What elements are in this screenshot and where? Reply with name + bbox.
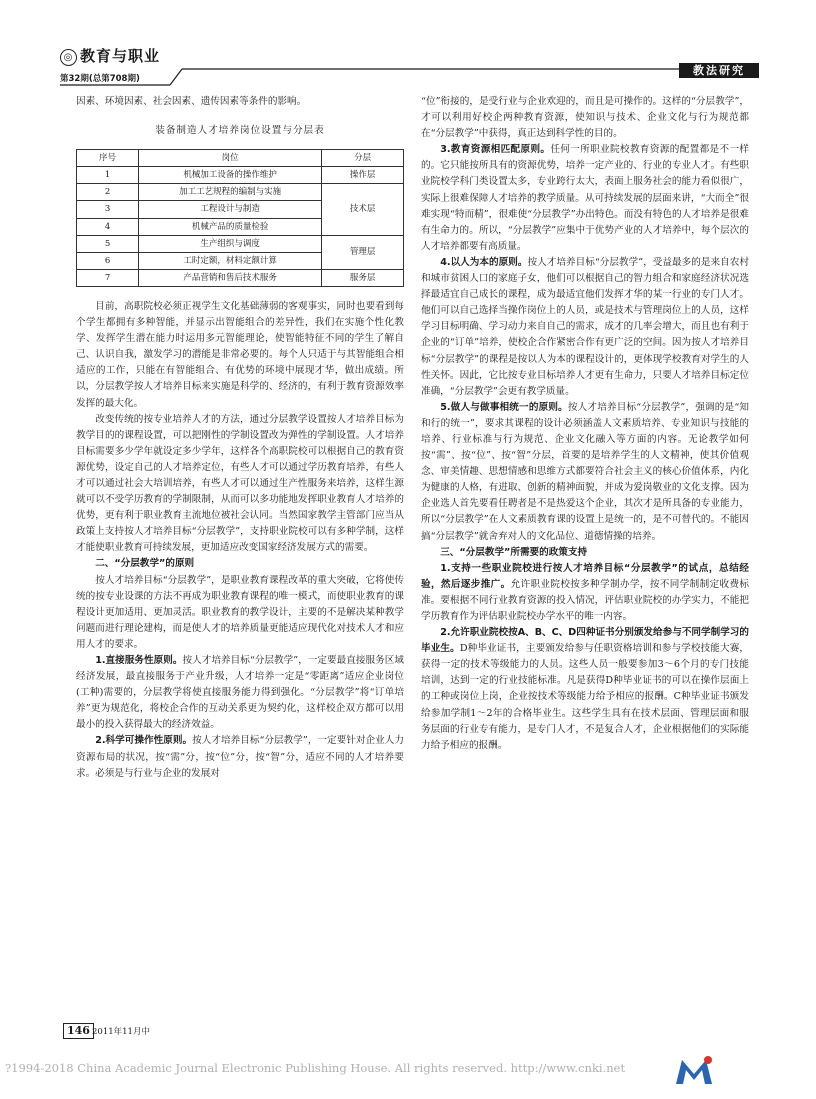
section-tag: 教法研究 bbox=[679, 63, 759, 78]
table-header: 分层 bbox=[322, 150, 404, 167]
body-paragraph bbox=[76, 733, 404, 781]
position-layer-table bbox=[76, 149, 404, 287]
principle-title: 5.做人与做事相统一的原则。 bbox=[440, 401, 568, 413]
copyright-notice: ?1994-2018 China Academic Journal Electronic Publishing House. All rights reserved. http://www.cnki.net bbox=[5, 1061, 626, 1075]
table-row bbox=[77, 269, 404, 286]
table-header: 序号 bbox=[77, 150, 139, 167]
principle-text: 任何一所职业院校教育资源的配置都是不一样的。它只能按所具有的资源优势，培养一定产业的、行业的专业人才。有些职业院校学科门类设置太多，专业跨行太大，表面上服务社会的能力看似很广，实际上很难保障人才培养的教学质量。从可持续发展的层面来讲，“大而全”很难实现“特而精”，很难使“分层教学”办出特色。而没有特色的人才培养是很难有生命力的。所以，“分层教学”应集中于优势产业的人才培养中，每个层次的人才培养都要有高质量。 bbox=[421, 144, 749, 252]
table-header-row bbox=[77, 150, 404, 167]
body-paragraph bbox=[76, 653, 404, 733]
table-cell-no: 5 bbox=[77, 235, 139, 252]
table-cell-position: 工程设计与制造 bbox=[139, 201, 322, 218]
table-row bbox=[77, 167, 404, 184]
table-cell-no: 3 bbox=[77, 201, 139, 218]
right-column bbox=[421, 94, 749, 754]
principle-text: 按人才培养目标“分层教学”，一定要针对企业人力资源布局的状况，按“需”分，按“位”分，按“智”分，适应不同的人才培养要求。必须是与行业与企业的发展对 bbox=[76, 735, 404, 779]
principle-title: 1.直接服务性原则。 bbox=[95, 655, 183, 666]
body-paragraph bbox=[421, 255, 749, 400]
body-paragraph bbox=[421, 400, 749, 545]
table-cell-position: 机械加工设备的操作维护 bbox=[139, 167, 322, 184]
journal-name: 教育与职业 bbox=[80, 47, 161, 65]
logo-mark-icon: ◎ bbox=[60, 49, 77, 66]
table-header: 岗位 bbox=[139, 150, 322, 167]
body-paragraph: 按人才培养目标“分层教学”，是职业教育课程改革的重大突破，它将使传统的按专业设课的方法不再成为职业教育课程的唯一模式，而使职业教育的课程设计更加适用、更加灵活。职业教育的教学设计，主要的不是解决某种教学问题而进行理论建构，而是使人才的培养质量更能适应现代化对技术人才和应用人才的要求。 bbox=[76, 574, 404, 650]
table-cell-position: 产品营销和售后技术服务 bbox=[139, 269, 322, 286]
page-number: 146 bbox=[63, 1023, 94, 1039]
cnki-logo-icon bbox=[674, 1054, 714, 1086]
principle-text: 按人才培养目标“分层教学”，强调的是“知和行的统一”，要求其课程的设计必须涵盖人文素质培养、专业知识与技能的培养、行业标准与行为规范、企业文化融入等方面的内容。无论教学如何按“需”、按“位”、按“智”分层，首要的是培养学生的人文精神，使其价值观念、审美情趣、思想情感和思维方式都要符合社会主义的核心价值体系，内化为健康的人格，有进取、创新的精神面貌，并成为爱岗敬业的文化支撑。因为企业选人首先要看任聘者是不是热爱这个企业，其次才是所具备的专业能力，所以“分层教学”在人文素质教育课的设置上是统一的，是不可替代的。不能因搞“分层教学”就舍弃对人的文化品位、道德情操的培养。 bbox=[421, 401, 749, 542]
body-paragraph bbox=[421, 561, 749, 625]
table-cell-layer: 技术层 bbox=[322, 184, 404, 235]
left-column bbox=[76, 94, 404, 782]
body-paragraph: “位”衔接的，是受行业与企业欢迎的，而且是可操作的。这样的“分层教学”，才可以利用好校企两种教育资源，使知识与技术、企业文化与行为规范都在“分层教学”中获得，真正达到科学性的目的。 bbox=[421, 96, 749, 140]
table-cell-layer: 服务层 bbox=[322, 269, 404, 286]
table-cell-no: 2 bbox=[77, 184, 139, 201]
table-cell-position: 工时定额，材料定额计算 bbox=[139, 252, 322, 269]
table-cell-layer: 操作层 bbox=[322, 167, 404, 184]
policy-text: D种毕业证书，主要颁发给参与任职资格培训和参与学校技能大赛，获得一定的技术等级能力的人员。这些人员一般要参加3～6个月的专门技能培训，达到一定的行业技能标准。凡是获得D种毕业证书的可以在操作层面上的工种或岗位上岗，企业按技术等级能力给予相应的报酬。C种毕业证书颁发给参加学制1～2年的合格毕业生。这些学生具有在技术层面、管理层面和服务层面的行业专有能力，是专门人才，不是复合人才，企业根据他们的实际能力给予相应的报酬。 bbox=[421, 643, 749, 751]
table-cell-no: 4 bbox=[77, 218, 139, 235]
policy-title: 1.支持一些职业院校进行按人才培养目标“分层教学”的试点，总结经验，然后逐步推广。 bbox=[421, 562, 749, 590]
body-paragraph: 改变传统的按专业培养人才的方法，通过分层教学设置按人才培养目标为教学目的的课程设置，可以把刚性的学制设置改为弹性的学制设置。人才培养目标需要多少学年就设定多少学年，这样各个高职院校可以根据自己的教育资源优势，设定自己的人才培养定位，有些人才可以通过学历教育培养，有些人才可以通过社会大培训培养，有些人才可以通过生产性服务来培养，这样生源就可以不受学历教育的学制限制，从而可以多功能地发挥职业教育人才培养的优势，更有利于职业教育主流地位被社会认同。当然国家教学主管部门应当从政策上支持按人才培养目标“分层教学”，支持职业院校可以有多种学制，这样才能使职业教育可持续发展，更加适应改变国家经济发展方式的需要。 bbox=[76, 413, 404, 554]
table-cell-position: 生产组织与调度 bbox=[139, 235, 322, 252]
opening-text: 因素、环境因素、社会因素、遗传因素等条件的影响。 bbox=[76, 96, 307, 107]
table-cell-position: 加工工艺规程的编制与实施 bbox=[139, 184, 322, 201]
table-cell-layer: 管理层 bbox=[322, 235, 404, 269]
table-cell-no: 1 bbox=[77, 167, 139, 184]
table-title: 装备制造人才培养岗位设置与分层表 bbox=[155, 125, 325, 137]
table-cell-no: 7 bbox=[77, 269, 139, 286]
journal-logo bbox=[60, 45, 160, 66]
issue-number: 第32期(总第708期) bbox=[60, 74, 140, 84]
principle-title: 2.科学可操作性原则。 bbox=[95, 735, 193, 747]
table-cell-no: 6 bbox=[77, 252, 139, 269]
table-cell-position: 机械产品的质量检验 bbox=[139, 218, 322, 235]
body-paragraph: 目前，高职院校必须正视学生文化基础薄弱的客观事实，同时也要看到每个学生都拥有多种智能，并显示出智能组合的差异性，我们在实施个性化教学、发挥学生潜在能力时运用多元智能理论，使智能特征不同的学生了解自己、认识自我，激发学习的潜能是非常必要的。每个人只适于与其智能组合相适应的工作，只能在有智能组合、有优势的环境中展现才华，做出成绩。所以，分层教学按人才培养目标来实施是科学的、经济的，有利于教育资源效率发挥的最大化。 bbox=[76, 300, 404, 409]
body-paragraph bbox=[421, 142, 749, 255]
section-heading: 三、“分层教学”所需要的政策支持 bbox=[440, 546, 588, 558]
issue-date: 2011年11月中 bbox=[92, 1027, 150, 1037]
section-heading: 二、“分层教学”的原则 bbox=[95, 558, 195, 570]
policy-title: 2.允许职业院校按A、B、C、D四种证书分别颁发给参与不同学制学习的毕业生。 bbox=[421, 627, 749, 655]
body-paragraph bbox=[421, 625, 749, 754]
principle-title: 3.教育资源相匹配原则。 bbox=[440, 144, 551, 156]
table-row bbox=[77, 235, 404, 252]
principle-text: 按人才培养目标“分层教学”，受益最多的是来自农村和城市贫困人口的家庭子女，他们可以根据自己的智力组合和家庭经济状况选择最适宜自己成长的课程，成为最适宜他们发挥才华的某一行业的专门人才。他们可以自己选择当操作岗位上的人员，或是技术与管理岗位上的人员，这样学习目标明确、学习动力来自自己的需求，成才的几率会增大，而且也有利于企业的“订单”培养，使校企合作紧密合作有更广泛的空间。因为按人才培养目标“分层教学”的课程是按以人为本的课程设计的，更体现学校教育对学生的人性关怀。因此，它比按专业目标培养人才更有生命力，只要人才培养目标定位准确，“分层教学”会更有教学质量。 bbox=[421, 256, 749, 397]
principle-title: 4.以人为本的原则。 bbox=[440, 256, 528, 268]
table-row bbox=[77, 184, 404, 201]
policy-text: 允许职业院校按多种学制办学，按不同学制制定收费标准。要根据不同行业教育资源的投入情况，评估职业院校的办学实力，不能把学历教育作为评估职业院校办学水平的唯一内容。 bbox=[421, 578, 750, 622]
principle-text: 按人才培养目标“分层教学”，一定要最直接服务区域经济发展，最直接服务于产业升级，人才培养一定是“零距离”适应企业岗位(工种)需要的，分层教学将使直接服务能力得到强化。“分层教学”将“订单培养”更为规范化，将校企合作的互动关系更为契约化，这样校企双方都可以用最小的投入获得最大的经济效益。 bbox=[76, 655, 404, 731]
